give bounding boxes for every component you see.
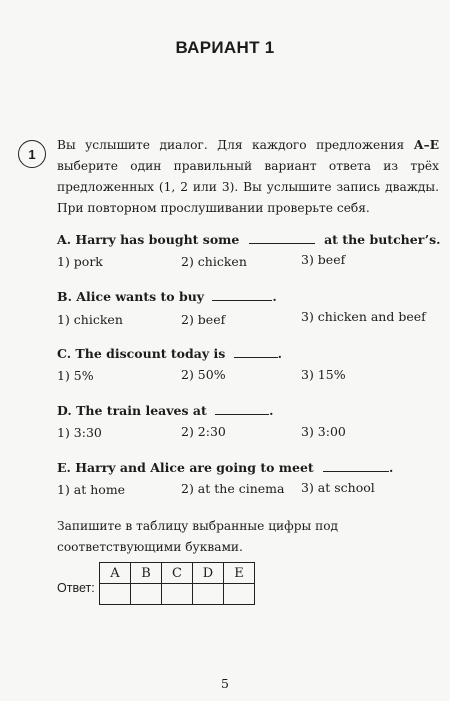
instruction-text-end: выберите один правильный вариант ответа из трёх предложенных (1, 2 или 3). Вы услышите запись дважды. При повторном прослушивании проверьте себя.	[57, 159, 439, 215]
option-a-1: 1) pork	[57, 254, 103, 269]
answer-blank	[323, 459, 389, 472]
question-stem: D. The train leaves at	[57, 403, 207, 418]
question-c	[57, 345, 282, 361]
option-d-1: 1) 3:30	[57, 425, 102, 440]
answer-cell-a[interactable]	[100, 584, 131, 605]
instruction-text-start: Вы услышите диалог. Для каждого предложения	[57, 138, 414, 152]
answer-cell-b[interactable]	[131, 584, 162, 605]
option-c-1: 1) 5%	[57, 368, 94, 383]
answer-label: Ответ:	[57, 581, 95, 595]
task-number-badge: 1	[18, 140, 46, 168]
question-tail: .	[277, 346, 282, 361]
answer-column-b: B	[131, 563, 162, 584]
task-instruction	[57, 135, 439, 219]
instruction-text-bold: А–Е	[413, 138, 439, 152]
answer-cell-d[interactable]	[193, 584, 224, 605]
question-stem: B. Alice wants to buy	[57, 289, 205, 304]
option-a-3: 3) beef	[301, 252, 346, 267]
answer-cell-e[interactable]	[224, 584, 255, 605]
answer-column-e: E	[224, 563, 255, 584]
option-c-3: 3) 15%	[301, 367, 346, 382]
table-instruction: Запишите в таблицу выбранные цифры под соответствующими буквами.	[57, 519, 339, 554]
answer-blank	[215, 402, 269, 415]
answer-blank	[212, 288, 272, 301]
answer-column-a: A	[100, 563, 131, 584]
answer-column-d: D	[193, 563, 224, 584]
option-b-1: 1) chicken	[57, 312, 123, 327]
answer-blank	[249, 231, 315, 244]
question-tail: at the butcher’s.	[324, 232, 441, 247]
page-title: ВАРИАНТ 1	[175, 38, 275, 57]
question-stem: C. The discount today is	[57, 346, 226, 361]
question-stem: E. Harry and Alice are going to meet	[57, 460, 314, 475]
option-e-3: 3) at school	[301, 480, 375, 495]
option-b-3: 3) chicken and beef	[301, 309, 426, 324]
option-d-2: 2) 2:30	[181, 424, 226, 439]
option-b-2: 2) beef	[181, 312, 226, 327]
question-b	[57, 288, 277, 304]
answer-blank	[234, 345, 278, 358]
option-e-1: 1) at home	[57, 482, 126, 497]
answer-table	[99, 562, 255, 605]
answer-table-input-row	[100, 584, 255, 605]
question-tail: .	[269, 403, 274, 418]
option-c-2: 2) 50%	[181, 367, 226, 382]
answer-column-c: C	[162, 563, 193, 584]
question-d	[57, 402, 273, 418]
option-a-2: 2) chicken	[181, 254, 247, 269]
page-number: 5	[221, 676, 229, 691]
question-tail: .	[389, 460, 394, 475]
question-tail: .	[272, 289, 277, 304]
answer-table-header-row	[100, 563, 255, 584]
option-d-3: 3) 3:00	[301, 424, 346, 439]
question-stem: A. Harry has bought some	[57, 232, 240, 247]
question-e	[57, 459, 393, 475]
option-e-2: 2) at the cinema	[181, 481, 285, 496]
question-a	[57, 231, 441, 247]
answer-cell-c[interactable]	[162, 584, 193, 605]
